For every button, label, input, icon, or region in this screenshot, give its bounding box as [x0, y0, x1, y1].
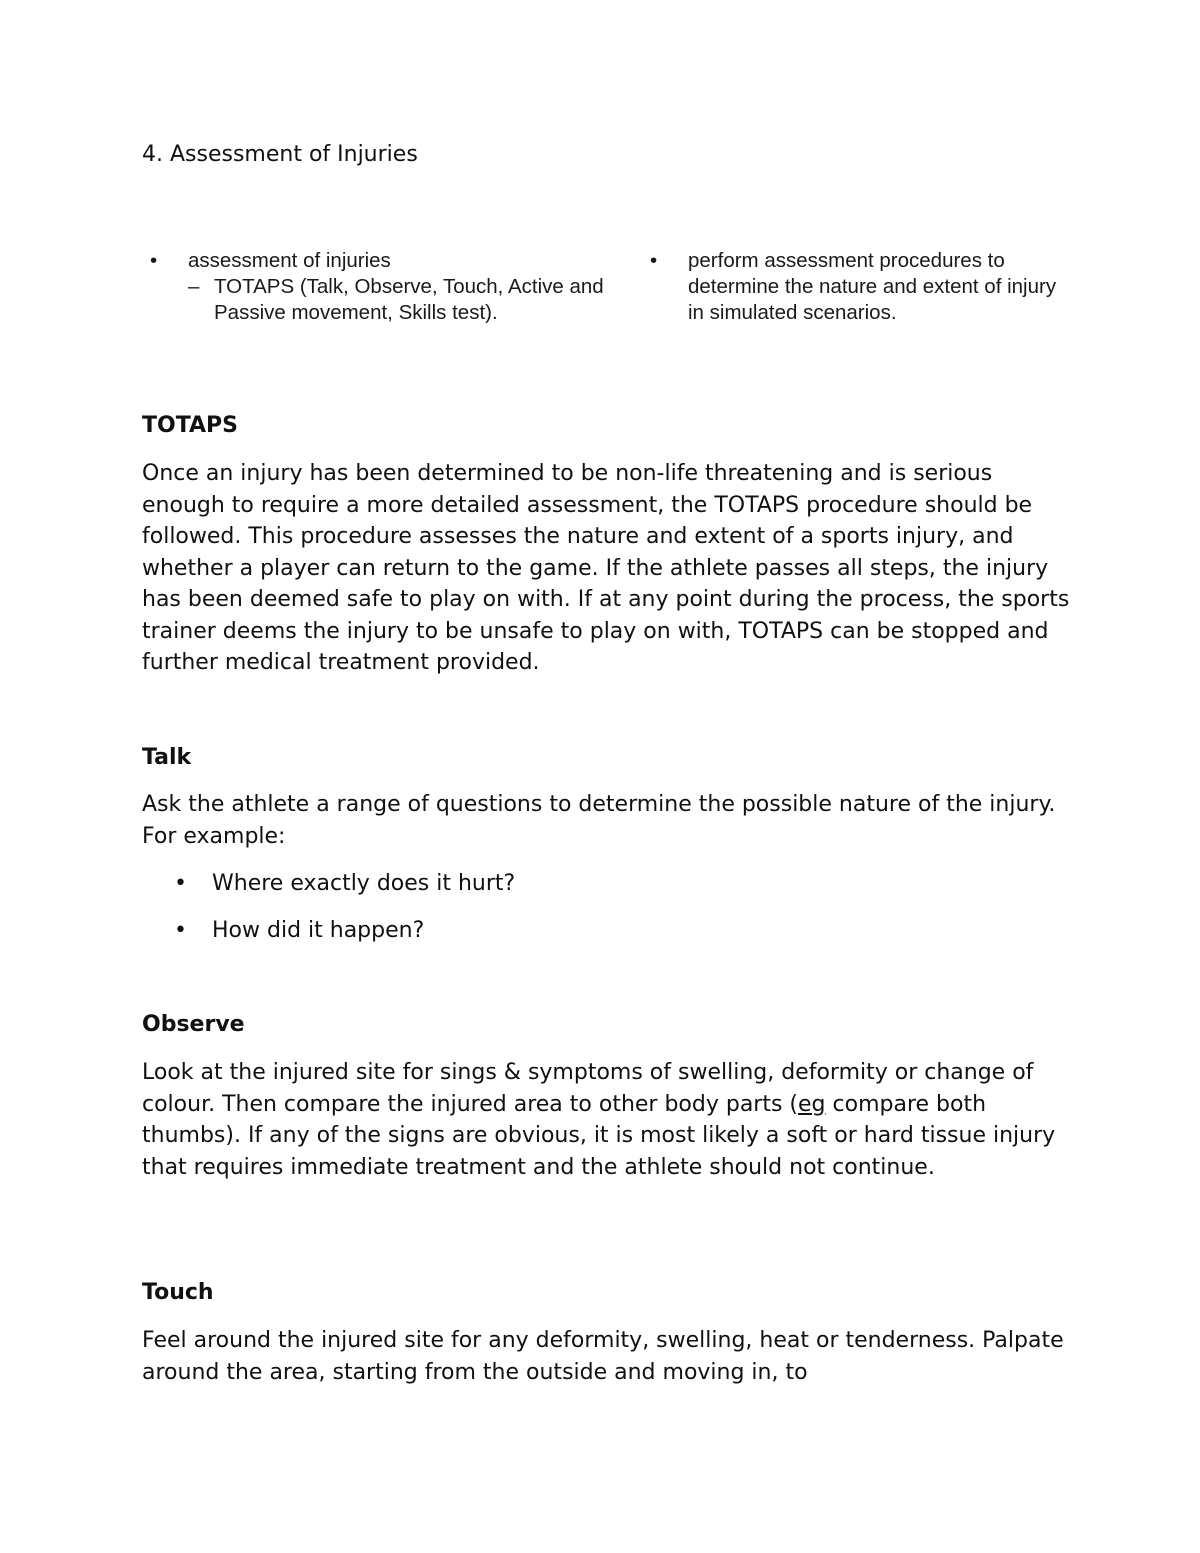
paragraph-observe-part-1: Look at the injured site for sings & symptoms of swelling, deformity or change of colour. Then compare the injured area to other body parts (: [142, 1060, 1034, 1117]
paragraph-observe: [142, 1057, 1072, 1183]
underlined-abbreviation: eg: [798, 1091, 826, 1117]
bullet-icon: •: [650, 249, 658, 272]
talk-questions-list: [142, 869, 515, 963]
syllabus-item: [650, 248, 1070, 326]
bullet-icon: •: [150, 249, 158, 272]
paragraph-observe-part-2: compare both thumbs). If any of the signs are obvious, it is most likely a soft or hard tissue injury that requires immediate treatment and the athlete should not continue.: [142, 1091, 1056, 1180]
paragraph-totaps: Once an injury has been determined to be non-life threatening and is serious enough to require a more detailed assessment, the TOTAPS procedure should be followed. This procedure assesses the nature and extent of a sports injury, and whether a player can return to the game. If the athlete passes all steps, the injury has been deemed safe to play on with. If at any point during the process, the sports trainer deems the injury to be unsafe to play on with, TOTAPS can be stopped and further medical treatment provided.: [142, 461, 1070, 675]
paragraph-talk: Ask the athlete a range of questions to determine the possible nature of the injury. For example:: [142, 792, 1056, 849]
syllabus-item: [150, 248, 620, 326]
heading-totaps: TOTAPS: [142, 413, 239, 438]
heading-talk: Talk: [142, 745, 192, 770]
document-title: 4. Assessment of Injuries: [142, 142, 418, 167]
bullet-icon: •: [174, 871, 187, 896]
list-item-text: How did it happen?: [212, 918, 425, 943]
list-item: [142, 869, 515, 899]
dash-icon: –: [188, 275, 200, 298]
heading-touch: Touch: [142, 1280, 214, 1305]
syllabus-item-text: perform assessment procedures to determine the nature and extent of injury in simulated scenarios.: [688, 249, 1057, 324]
heading-observe: Observe: [142, 1012, 245, 1037]
syllabus-subitem: [188, 274, 620, 326]
list-item: [142, 916, 515, 946]
syllabus-right-column: [650, 248, 1070, 326]
bullet-icon: •: [174, 918, 187, 943]
list-item-text: Where exactly does it hurt?: [212, 871, 516, 896]
paragraph-touch: Feel around the injured site for any deformity, swelling, heat or tenderness. Palpate around the area, starting from the outside and moving in, to: [142, 1328, 1064, 1385]
syllabus-item-text: assessment of injuries: [188, 249, 391, 272]
syllabus-subitem-text: TOTAPS (Talk, Observe, Touch, Active and Passive movement, Skills test).: [214, 275, 604, 324]
syllabus-left-column: [150, 248, 620, 326]
